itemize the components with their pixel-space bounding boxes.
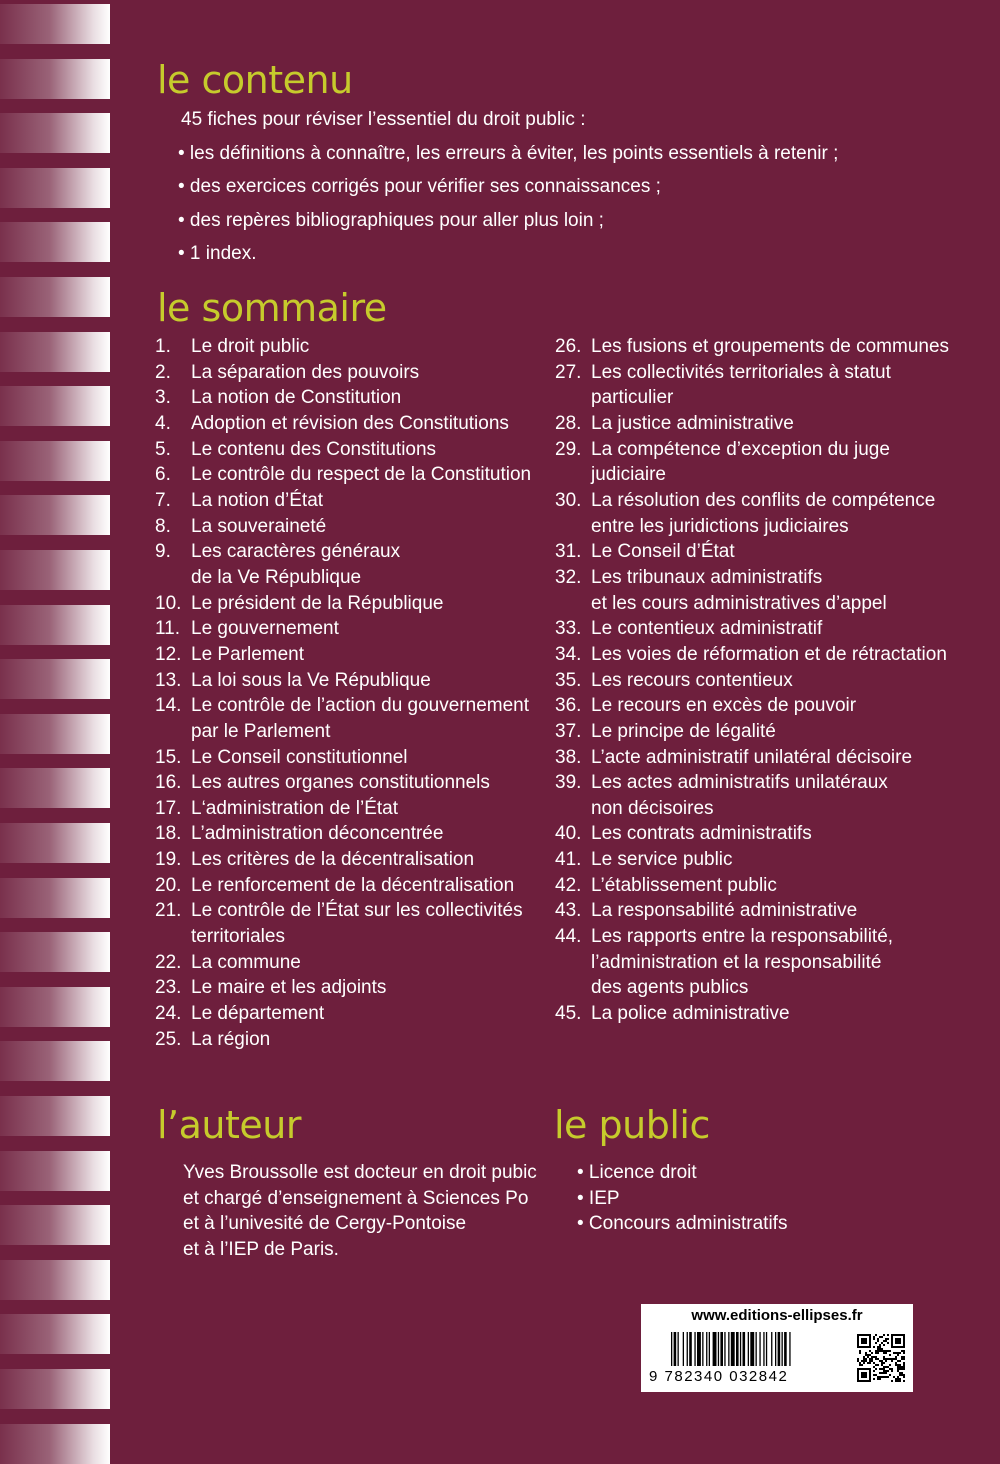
toc-item-number: 37. (555, 720, 582, 742)
toc-item (155, 668, 531, 694)
toc-item-number: 32. (555, 566, 582, 588)
toc-item-label: Les autres organes constitutionnels (191, 772, 490, 794)
barcode-bar (689, 1332, 692, 1366)
toc-item (555, 411, 949, 437)
stripe (0, 932, 110, 972)
toc-item-label: Le contrôle de l’action du gouvernement par le Parlement (191, 695, 530, 742)
barcode-bar (743, 1332, 746, 1366)
contenu-block (178, 106, 839, 274)
toc-item-number: 23. (155, 977, 182, 999)
toc-item (155, 539, 531, 590)
toc-item-label: Le président de la République (191, 592, 444, 614)
barcode-bar (674, 1332, 677, 1366)
toc-item-number: 15. (155, 746, 182, 768)
barcode-bar (750, 1332, 754, 1366)
toc-item (155, 385, 531, 411)
toc-item-number: 31. (555, 541, 582, 563)
toc-item-number: 35. (555, 669, 582, 691)
barcode-bar (720, 1332, 723, 1366)
stripe (0, 768, 110, 808)
toc-item (555, 668, 949, 694)
toc-item-number: 10. (155, 592, 182, 614)
stripe (0, 1151, 110, 1191)
barcode-bar (740, 1332, 741, 1366)
toc-item (555, 488, 949, 539)
stripe (0, 605, 110, 645)
toc-item-number: 3. (155, 387, 171, 409)
toc-item-label: Le renforcement de la décentralisation (191, 874, 515, 896)
toc-item-label: Le contrôle de l’État sur les collectivités territoriales (191, 900, 523, 948)
stripe (0, 1424, 110, 1464)
contenu-intro: 45 fiches pour réviser l’essentiel du droit public : (181, 109, 586, 130)
toc-item-number: 33. (555, 618, 582, 640)
toc-item-number: 12. (155, 643, 182, 665)
toc-item-number: 5. (155, 438, 171, 460)
public-list (577, 1160, 787, 1237)
toc-item (155, 1001, 531, 1027)
toc-item-label: L’établissement public (591, 874, 777, 896)
toc-item-label: La police administrative (591, 1003, 790, 1025)
barcode-bar (766, 1332, 767, 1366)
toc-item-label: Les voies de réformation et de rétractation (591, 643, 947, 665)
barcode-bar (736, 1332, 739, 1366)
toc-item-number: 41. (555, 849, 582, 871)
toc-item-number: 39. (555, 772, 582, 794)
stripe (0, 332, 110, 372)
toc-item (555, 873, 949, 899)
stripe (0, 386, 110, 426)
section-title-sommaire: le sommaire (157, 286, 387, 330)
toc-item-label: La justice administrative (591, 412, 794, 434)
toc-item-number: 9. (155, 541, 171, 563)
toc-item (155, 514, 531, 540)
author-bio: Yves Broussolle est docteur en droit pubic et chargé d’enseignement à Sciences Po et à l’univesité de Cergy-Pontoise et à l’IEP de Paris. (183, 1162, 537, 1260)
barcode-bar (731, 1332, 735, 1366)
toc-item (155, 334, 531, 360)
section-title-public: le public (554, 1103, 710, 1147)
toc-item (555, 360, 949, 411)
toc-item-number: 43. (555, 900, 582, 922)
toc-item-label: Le service public (591, 849, 733, 871)
toc-item-number: 16. (155, 772, 182, 794)
toc-item-label: La responsabilité administrative (591, 900, 858, 922)
toc-item-label: La notion de Constitution (191, 387, 402, 409)
toc-item-label: Les caractères généraux de la Ve République (191, 541, 401, 588)
toc-item-label: L‘administration de l’État (191, 797, 398, 819)
contenu-bullet: • 1 index. (178, 243, 257, 264)
toc-item (555, 719, 949, 745)
toc-item-label: Le contenu des Constitutions (191, 438, 437, 460)
barcode-bar (697, 1332, 701, 1366)
toc-item (155, 745, 531, 771)
isbn-digits: 9 782340 032842 (649, 1368, 789, 1385)
toc-item-label: La compétence d’exception du juge judiciaire (591, 438, 890, 486)
stripe (0, 1314, 110, 1354)
toc-item (155, 411, 531, 437)
toc-item (555, 847, 949, 873)
stripe (0, 550, 110, 590)
stripe (0, 441, 110, 481)
stripe (0, 113, 110, 153)
toc-item (155, 770, 531, 796)
toc-item (555, 334, 949, 360)
publisher-url: www.editions-ellipses.fr (691, 1307, 863, 1324)
stripe (0, 987, 110, 1027)
toc-item-label: Le maire et les adjoints (191, 977, 387, 999)
stripe (0, 1369, 110, 1409)
section-title-auteur: l’auteur (157, 1103, 301, 1147)
stripe (0, 1041, 110, 1081)
toc-item-label: Le Conseil d’État (591, 541, 735, 563)
stripe (0, 222, 110, 262)
toc-item-number: 1. (155, 336, 171, 357)
toc-item-label: La notion d’État (191, 489, 324, 511)
toc-item (555, 924, 949, 1001)
stripe (0, 714, 110, 754)
contenu-bullet: • des exercices corrigés pour vérifier ses connaissances ; (178, 176, 661, 197)
toc-item (155, 975, 531, 1001)
toc-item-number: 4. (155, 412, 171, 434)
barcode-bar (775, 1332, 776, 1366)
toc-item-number: 18. (155, 823, 182, 845)
toc-item-label: Les fusions et groupements de communes (591, 336, 950, 357)
toc-item-number: 36. (555, 695, 582, 717)
toc-item-number: 20. (155, 874, 182, 896)
toc-item-label: Le recours en excès de pouvoir (591, 695, 857, 717)
toc-item-label: Le principe de légalité (591, 720, 776, 742)
stripe (0, 168, 110, 208)
barcode-bar (782, 1332, 783, 1366)
toc-item (155, 591, 531, 617)
toc-item-number: 17. (155, 797, 182, 819)
stripe (0, 1260, 110, 1300)
toc-item-number: 40. (555, 823, 582, 845)
toc-item-label: Le Conseil constitutionnel (191, 746, 408, 768)
toc-item-number: 29. (555, 438, 582, 460)
barcode-bar (709, 1332, 710, 1366)
toc-column-left (155, 334, 531, 1052)
toc-item-number: 25. (155, 1028, 182, 1050)
toc-item-label: La région (191, 1028, 271, 1050)
toc-item-label: Le contrôle du respect de la Constitution (191, 464, 532, 486)
toc-item-label: L’administration déconcentrée (191, 823, 444, 845)
toc-item-label: La commune (191, 951, 301, 973)
barcode-bar (728, 1332, 729, 1366)
toc-item-number: 13. (155, 669, 182, 691)
toc-item-number: 14. (155, 695, 182, 717)
public-item: • IEP (577, 1187, 620, 1209)
toc-item-label: La loi sous la Ve République (191, 669, 431, 691)
stripe (0, 823, 110, 863)
toc-item-label: La séparation des pouvoirs (191, 361, 420, 383)
toc-item (155, 873, 531, 899)
toc-item-label: Les critères de la décentralisation (191, 849, 475, 871)
toc-item-label: Le gouvernement (191, 618, 339, 640)
toc-item-label: Les contrats administratifs (591, 823, 812, 845)
stripe (0, 1096, 110, 1136)
barcode-panel (641, 1304, 913, 1392)
toc-item-number: 21. (155, 900, 182, 922)
toc-item-number: 7. (155, 489, 171, 511)
barcode-bar (683, 1332, 684, 1366)
toc-item-number: 26. (555, 336, 582, 357)
toc-item (555, 437, 949, 488)
toc-item-label: La résolution des conflits de compétence entre les juridictions judiciaires (591, 489, 936, 537)
barcode-bar (748, 1332, 749, 1366)
barcode-bar (694, 1332, 695, 1366)
toc-item-number: 11. (155, 618, 181, 640)
public-item: • Concours administratifs (577, 1213, 788, 1235)
barcode-bar (706, 1332, 707, 1366)
stripe (0, 277, 110, 317)
toc-item (555, 565, 949, 616)
toc-item (155, 821, 531, 847)
stripe (0, 1205, 110, 1245)
toc-item (155, 462, 531, 488)
barcode-bar (678, 1332, 679, 1366)
barcode-bar (724, 1332, 725, 1366)
barcode-bar (763, 1332, 764, 1366)
toc-item (555, 745, 949, 771)
toc-item-number: 2. (155, 361, 171, 383)
toc-item (555, 898, 949, 924)
toc-item-label: Les collectivités territoriales à statut particulier (591, 361, 891, 409)
toc-item-number: 34. (555, 643, 582, 665)
toc-item (555, 770, 949, 821)
toc-item (155, 488, 531, 514)
stripe (0, 495, 110, 535)
toc-item-number: 22. (155, 951, 182, 973)
contenu-bullet: • des repères bibliographiques pour aller plus loin ; (178, 209, 604, 231)
public-item: • Licence droit (577, 1162, 697, 1183)
toc-item-number: 6. (155, 464, 171, 486)
barcode-bar (756, 1332, 757, 1366)
toc-item-number: 38. (555, 746, 582, 768)
toc-item-label: La souveraineté (191, 515, 327, 537)
toc-item-label: Le contentieux administratif (591, 618, 823, 640)
toc-item-label: L’acte administratif unilatéral décisoire (591, 746, 913, 768)
toc-item (555, 1001, 949, 1027)
toc-item (155, 360, 531, 386)
barcode-bar (713, 1332, 717, 1366)
toc-item-number: 42. (555, 874, 582, 896)
stripe (0, 59, 110, 99)
toc-item (155, 796, 531, 822)
toc-item-number: 28. (555, 412, 582, 434)
toc-item (555, 539, 949, 565)
toc-item-label: Les actes administratifs unilatéraux non décisoires (591, 772, 888, 819)
barcode-bar (671, 1332, 672, 1366)
qr-code-icon (857, 1334, 905, 1382)
toc-column-right (555, 334, 949, 1027)
toc-item-label: Les rapports entre la responsabilité, l’administration et la responsabilité des agents publics (591, 926, 894, 999)
barcode-bar (789, 1332, 790, 1366)
decorative-stripes (0, 0, 115, 1460)
toc-item-label: Le département (191, 1003, 325, 1025)
barcode-bar (778, 1332, 781, 1366)
toc-item (155, 616, 531, 642)
barcode-bar (718, 1332, 719, 1366)
toc-item-number: 30. (555, 489, 582, 511)
toc-item-number: 44. (555, 926, 582, 948)
stripe (0, 4, 110, 44)
toc-item (555, 642, 949, 668)
toc-item-label: Le droit public (191, 336, 310, 357)
toc-item (155, 950, 531, 976)
contenu-bullet: • les définitions à connaître, les erreurs à éviter, les points essentiels à retenir ; (178, 142, 839, 164)
section-title-contenu: le contenu (157, 58, 353, 102)
barcode-bar (759, 1332, 760, 1366)
toc-item (155, 437, 531, 463)
toc-item-label: Les tribunaux administratifs et les cours administratives d’appel (591, 566, 887, 614)
toc-item (155, 1027, 531, 1053)
toc-item (555, 821, 949, 847)
toc-item-number: 45. (555, 1003, 582, 1025)
barcode-bar (771, 1332, 772, 1366)
toc-item-label: Les recours contentieux (591, 669, 793, 691)
toc-item-label: Le Parlement (191, 643, 305, 665)
toc-item-number: 27. (555, 361, 582, 383)
toc-item (155, 642, 531, 668)
toc-item-number: 8. (155, 515, 171, 537)
toc-item-number: 19. (155, 849, 182, 871)
stripe (0, 659, 110, 699)
toc-item-number: 24. (155, 1003, 182, 1025)
toc-item (155, 898, 531, 949)
barcode-icon (671, 1332, 847, 1366)
barcode-bar (687, 1332, 688, 1366)
barcode-bar (784, 1332, 787, 1366)
toc-item (555, 693, 949, 719)
barcode-bar (702, 1332, 703, 1366)
toc-item (555, 616, 949, 642)
toc-item-label: Adoption et révision des Constitutions (191, 412, 509, 434)
toc-item (155, 847, 531, 873)
toc-item (155, 693, 531, 744)
stripe (0, 878, 110, 918)
